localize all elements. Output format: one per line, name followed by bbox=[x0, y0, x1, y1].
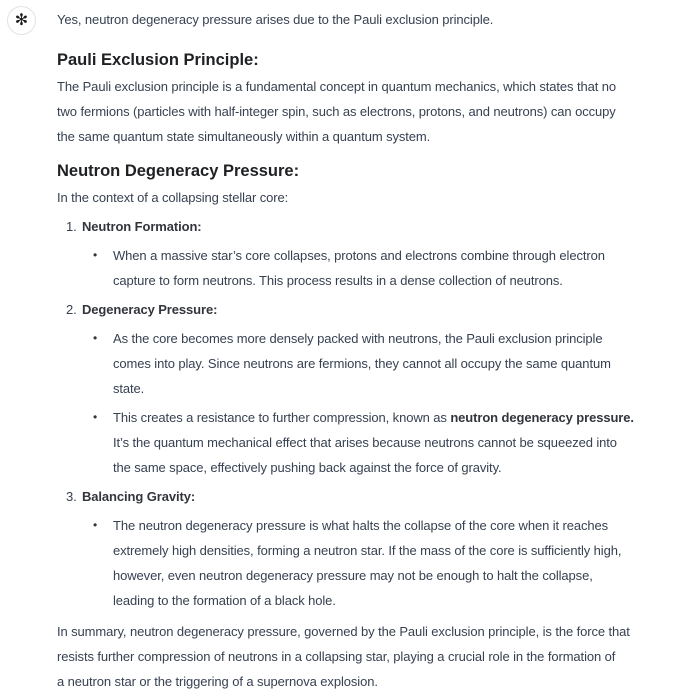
list-number: 1. bbox=[66, 219, 77, 234]
heading-neutron-degeneracy-pressure: Neutron Degeneracy Pressure: bbox=[57, 162, 300, 180]
bullet-dot-icon: • bbox=[93, 518, 98, 532]
assistant-avatar bbox=[7, 6, 36, 35]
bullet-text: When a massive star’s core collapses, protons and electrons combine through electron capture to form neutrons. This process results in a dense collection of neutrons. bbox=[113, 248, 605, 288]
list-item-balancing-gravity bbox=[57, 484, 699, 509]
heading-pauli-exclusion-principle: Pauli Exclusion Principle: bbox=[57, 51, 259, 69]
list-lead-text: In the context of a collapsing stellar core: bbox=[57, 190, 289, 205]
bullet-text: This creates a resistance to further compression, known as neutron degeneracy pressure. It’s the quantum mechanical effect that arises because neutrons cannot be squeezed into the same space, effectively pushing back against the force of gravity. bbox=[113, 410, 634, 475]
openai-logo-icon: ✻ bbox=[14, 11, 29, 29]
bullet-text: As the core becomes more densely packed with neutrons, the Pauli exclusion principle comes into play. Since neutrons are fermions, they cannot all occupy the same quantum state. bbox=[113, 331, 611, 396]
bullet-item bbox=[57, 405, 699, 480]
list-number: 2. bbox=[66, 302, 77, 317]
numbered-list bbox=[57, 214, 699, 613]
bullet-item bbox=[57, 513, 699, 613]
message-content bbox=[57, 0, 699, 694]
bullet-item bbox=[57, 326, 699, 401]
intro-text: Yes, neutron degeneracy pressure arises due to the Pauli exclusion principle. bbox=[57, 12, 494, 27]
bullet-dot-icon: • bbox=[93, 248, 98, 262]
list-item-label: Neutron Formation: bbox=[82, 219, 202, 234]
summary-paragraph: In summary, neutron degeneracy pressure, governed by the Pauli exclusion principle, is the force that resists further compression of neutrons in a collapsing star, playing a crucial role in the formation of a neutron star or the triggering of a supernova explosion. bbox=[57, 624, 630, 689]
list-item-label: Balancing Gravity: bbox=[82, 489, 196, 504]
list-item-degeneracy-pressure bbox=[57, 297, 699, 322]
paragraph-pauli-exclusion: The Pauli exclusion principle is a fundamental concept in quantum mechanics, which states that no two fermions (particles with half-integer spin, such as electrons, protons, and neutrons) can occupy the same quantum state simultaneously within a quantum system. bbox=[57, 79, 617, 144]
bullet-dot-icon: • bbox=[93, 410, 98, 424]
bullet-dot-icon: • bbox=[93, 331, 98, 345]
bullet-item bbox=[57, 243, 699, 293]
list-item-neutron-formation bbox=[57, 214, 699, 239]
list-number: 3. bbox=[66, 489, 77, 504]
list-item-label: Degeneracy Pressure: bbox=[82, 302, 218, 317]
bullet-text: The neutron degeneracy pressure is what halts the collapse of the core when it reaches extremely high densities, forming a neutron star. If the mass of the core is sufficiently high, however, even neutron degeneracy pressure may not be enough to halt the collapse, leading to the formation of a black hole. bbox=[113, 518, 622, 608]
